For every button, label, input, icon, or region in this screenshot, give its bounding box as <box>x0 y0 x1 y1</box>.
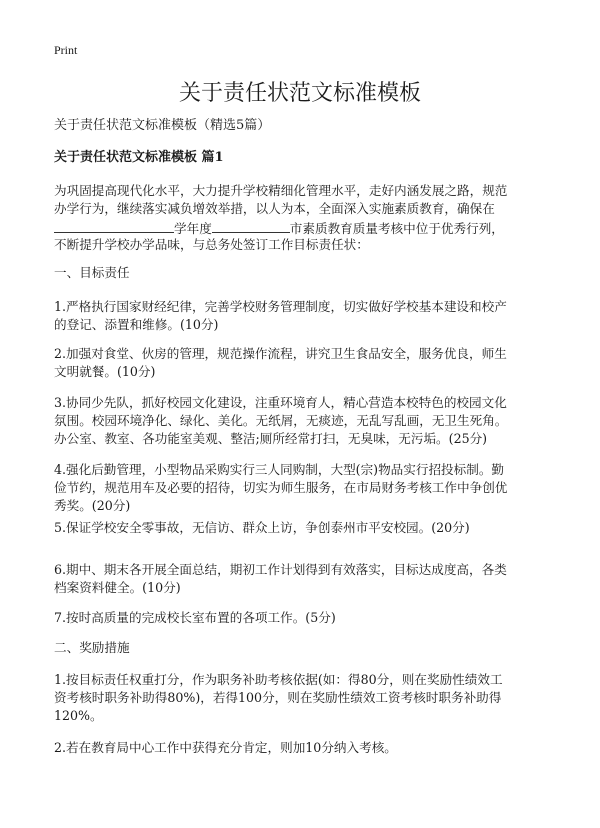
list-item <box>54 519 470 537</box>
text-line: 3.协同少先队，抓好校园文化建设，注重环境育人，精心营造本校特色的校园文化 <box>54 395 507 410</box>
text-line: 5.保证学校安全零事故，无信访、群众上访，争创泰州市平安校园。(20分) <box>54 520 470 535</box>
list-item <box>54 298 507 334</box>
text-line: 为巩固提高现代化水平，大力提升学校精细化管理水平，走好内涵发展之路，规范 <box>54 183 508 198</box>
list-item <box>54 739 397 757</box>
text-line: 秀奖。(20分) <box>54 498 131 513</box>
text-line: 办学行为，继续落实减负增效举措，以人为本，全面深入实施素质教育，确保在 <box>54 201 495 216</box>
text-line: 2.加强对食堂、伙房的管理，规范操作流程，讲究卫生食品安全，服务优良，师生 <box>54 346 507 361</box>
text-line: 120%。 <box>54 708 103 723</box>
list-item <box>54 394 507 448</box>
text-line: 不断提升学校办学品味，与总务处签订工作目标责任状： <box>54 237 369 252</box>
text-line: 6.期中、期末各开展全面总结，期初工作计划得到有效落实，目标达成度高，各类 <box>54 562 507 577</box>
list-item <box>54 609 336 627</box>
text-line: 4.强化后勤管理，小型物品采购实行三人同购制，大型(宗)物品实行招投标制。勤 <box>54 462 505 477</box>
list-item <box>54 461 507 515</box>
section-heading: 关于责任状范文标准模板 篇1 <box>54 150 224 165</box>
blank-field <box>212 218 290 233</box>
text-line: 7.按时高质量的完成校长室布置的各项工作。(5分) <box>54 610 336 625</box>
text-line <box>54 218 507 236</box>
section-one-heading: 一、目标责任 <box>54 265 130 280</box>
text-fragment: 学年度 <box>174 221 212 236</box>
intro-paragraph <box>54 182 507 254</box>
text-line: 文明就餐。(10分) <box>54 364 156 379</box>
text-line: 的登记、添置和维修。(10分) <box>54 317 219 332</box>
blank-field <box>54 218 174 233</box>
text-line: 俭节约，规范用车及必要的招待，切实为师生服务，在市局财务考核工作中争创优 <box>54 480 508 495</box>
text-fragment: 市素质教育质量考核中位于优秀行列， <box>289 221 504 236</box>
text-line: 1.按目标责任权重打分，作为职务补助考核依据(如：得80分，则在奖励性绩效工 <box>54 672 503 687</box>
document-title: 关于责任状范文标准模板 <box>178 81 421 106</box>
list-item <box>54 345 507 381</box>
text-line: 1.严格执行国家财经纪律，完善学校财务管理制度，切实做好学校基本建设和校产 <box>54 299 507 314</box>
text-line: 氛围。校园环境净化、绿化、美化。无纸屑，无痰迹，无乱写乱画，无卫生死角。 <box>54 413 508 428</box>
text-line: 办公室、教室、各功能室美观、整洁;厕所经常打扫，无臭味，无污垢。(25分) <box>54 431 488 446</box>
text-line: 档案资料健全。(10分) <box>54 580 181 595</box>
list-item <box>54 671 503 725</box>
print-link[interactable]: Print <box>54 43 78 57</box>
section-two-heading: 二、奖励措施 <box>54 640 130 655</box>
text-line: 2.若在教育局中心工作中获得充分肯定，则加10分纳入考核。 <box>54 740 397 755</box>
text-line: 资考核时职务补助得80%)，若得100分，则在奖励性绩效工资考核时职务补助得 <box>54 690 502 705</box>
list-item <box>54 561 507 597</box>
document-subtitle: 关于责任状范文标准模板（精选5篇） <box>54 118 271 133</box>
